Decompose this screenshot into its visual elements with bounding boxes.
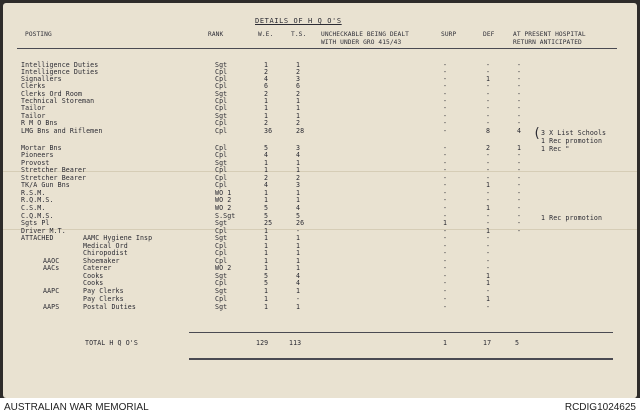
ts-cell: 3 bbox=[296, 181, 301, 189]
posting-label: Pay Clerks bbox=[83, 287, 124, 295]
paper-fold bbox=[3, 229, 637, 230]
dash-cell: 1 bbox=[486, 272, 491, 280]
dash-cell: - bbox=[486, 119, 491, 127]
posting-label: Signallers bbox=[21, 75, 62, 83]
we-cell: 1 bbox=[264, 61, 269, 69]
archive-name: AUSTRALIAN WAR MEMORIAL bbox=[4, 402, 149, 413]
ts-cell: - bbox=[296, 295, 301, 303]
dash-cell: - bbox=[443, 112, 448, 120]
posting-label: TK/A Gun Bns bbox=[21, 181, 70, 189]
dash-cell: - bbox=[517, 181, 522, 189]
rank-cell: Cpl bbox=[215, 144, 228, 152]
ts-cell: 1 bbox=[296, 287, 301, 295]
we-cell: 1 bbox=[264, 196, 269, 204]
rank-cell: Cpl bbox=[215, 174, 228, 182]
posting-label: Pioneers bbox=[21, 151, 54, 159]
total-hosp: 5 bbox=[515, 339, 520, 347]
we-cell: 5 bbox=[264, 144, 269, 152]
we-cell: 1 bbox=[264, 97, 269, 105]
archive-id: RCDIG1024625 bbox=[564, 402, 636, 413]
ts-cell: 2 bbox=[296, 90, 301, 98]
ts-cell: 1 bbox=[296, 112, 301, 120]
dash-cell: - bbox=[443, 249, 448, 257]
rank-cell: Sgt bbox=[215, 90, 228, 98]
ts-cell: 28 bbox=[296, 127, 305, 135]
posting-label: Medical Ord bbox=[83, 242, 128, 250]
ts-cell: 1 bbox=[296, 303, 301, 311]
rank-cell: Cpl bbox=[215, 119, 228, 127]
we-cell: 5 bbox=[264, 279, 269, 287]
ts-cell: 1 bbox=[296, 159, 301, 167]
note: 1 Rec " bbox=[541, 145, 570, 153]
dash-cell: - bbox=[443, 189, 448, 197]
ts-cell: 2 bbox=[296, 174, 301, 182]
dash-cell: - bbox=[517, 204, 522, 212]
we-cell: 4 bbox=[264, 75, 269, 83]
we-cell: 1 bbox=[264, 159, 269, 167]
ts-cell: 5 bbox=[296, 212, 301, 220]
dash-cell: - bbox=[443, 303, 448, 311]
dash-cell: - bbox=[486, 257, 491, 265]
dash-cell: - bbox=[443, 174, 448, 182]
corps-label: AAPC bbox=[43, 287, 60, 295]
we-cell: 2 bbox=[264, 174, 269, 182]
ts-cell: 26 bbox=[296, 219, 305, 227]
posting-label: Mortar Bns bbox=[21, 144, 62, 152]
ts-cell: 4 bbox=[296, 204, 301, 212]
rank-cell: Sgt bbox=[215, 159, 228, 167]
attached-label: ATTACHED bbox=[21, 234, 54, 242]
posting-label: Stretcher Bearer bbox=[21, 174, 87, 182]
dash-cell: - bbox=[443, 159, 448, 167]
total-ts: 113 bbox=[289, 339, 302, 347]
dash-cell: 1 bbox=[443, 219, 448, 227]
we-cell: 1 bbox=[264, 295, 269, 303]
dash-cell: - bbox=[443, 287, 448, 295]
posting-label: Tailor bbox=[21, 112, 46, 120]
rank-cell: Sgt bbox=[215, 234, 228, 242]
posting-label: Caterer bbox=[83, 264, 112, 272]
dash-cell: - bbox=[517, 212, 522, 220]
posting-label: R.S.M. bbox=[21, 189, 46, 197]
dash-cell: - bbox=[517, 166, 522, 174]
dash-cell: - bbox=[443, 234, 448, 242]
dash-cell: - bbox=[443, 82, 448, 90]
header-we: W.E. bbox=[258, 31, 274, 38]
dash-cell: - bbox=[517, 112, 522, 120]
dash-cell: - bbox=[486, 249, 491, 257]
header-surp: SURP bbox=[441, 31, 457, 38]
posting-label: C.S.M. bbox=[21, 204, 46, 212]
dash-cell: - bbox=[517, 97, 522, 105]
dash-cell: 1 bbox=[486, 279, 491, 287]
dash-cell: - bbox=[443, 181, 448, 189]
dash-cell: - bbox=[443, 127, 448, 135]
corps-label: AACs bbox=[43, 264, 60, 272]
we-cell: 2 bbox=[264, 90, 269, 98]
posting-label: Tailor bbox=[21, 104, 46, 112]
dash-cell: - bbox=[443, 295, 448, 303]
rank-cell: Cpl bbox=[215, 127, 228, 135]
document-sheet bbox=[3, 3, 637, 398]
ts-cell: 1 bbox=[296, 104, 301, 112]
dash-cell: - bbox=[443, 279, 448, 287]
ts-cell: - bbox=[296, 227, 301, 235]
posting-label: Driver M.T. bbox=[21, 227, 66, 235]
we-cell: 2 bbox=[264, 68, 269, 76]
dash-cell: - bbox=[517, 68, 522, 76]
dash-cell: - bbox=[443, 97, 448, 105]
dash-cell: - bbox=[486, 242, 491, 250]
dash-cell: - bbox=[443, 104, 448, 112]
rank-cell: WO 2 bbox=[215, 264, 232, 272]
rank-cell: Cpl bbox=[215, 249, 228, 257]
dash-cell: - bbox=[443, 264, 448, 272]
we-cell: 25 bbox=[264, 219, 273, 227]
dash-cell: - bbox=[443, 212, 448, 220]
posting-label: Postal Duties bbox=[83, 303, 136, 311]
dash-cell: - bbox=[443, 257, 448, 265]
we-cell: 5 bbox=[264, 204, 269, 212]
dash-cell: - bbox=[486, 166, 491, 174]
ts-cell: 1 bbox=[296, 166, 301, 174]
dash-cell: - bbox=[443, 75, 448, 83]
rank-cell: Cpl bbox=[215, 97, 228, 105]
ts-cell: 2 bbox=[296, 68, 301, 76]
rank-cell: S.Sgt bbox=[215, 212, 236, 220]
dash-cell: - bbox=[443, 90, 448, 98]
rank-cell: Sgt bbox=[215, 287, 228, 295]
dash-cell: - bbox=[486, 90, 491, 98]
ts-cell: 2 bbox=[296, 119, 301, 127]
posting-label: Shoemaker bbox=[83, 257, 120, 265]
posting-label: Provost bbox=[21, 159, 50, 167]
dash-cell: - bbox=[486, 104, 491, 112]
dash-cell: - bbox=[486, 234, 491, 242]
rank-cell: Sgt bbox=[215, 303, 228, 311]
dash-cell: - bbox=[517, 82, 522, 90]
dash-cell: - bbox=[486, 151, 491, 159]
we-cell: 5 bbox=[264, 212, 269, 220]
dash-cell: - bbox=[517, 219, 522, 227]
ts-cell: 6 bbox=[296, 82, 301, 90]
document-title: DETAILS OF H Q O'S bbox=[255, 17, 342, 25]
note: 1 Rec promotion bbox=[541, 137, 603, 145]
dash-cell: - bbox=[517, 90, 522, 98]
rank-cell: Cpl bbox=[215, 181, 228, 189]
header-uncheckable-2: WITH UNDER GRO 415/43 bbox=[321, 39, 402, 46]
header-uncheckable: UNCHECKABLE BEING DEALT bbox=[321, 31, 409, 38]
rank-cell: Cpl bbox=[215, 295, 228, 303]
dash-cell: - bbox=[486, 212, 491, 220]
rank-cell: WO 2 bbox=[215, 204, 232, 212]
dash-cell: - bbox=[486, 264, 491, 272]
posting-label: Sgts Pl bbox=[21, 219, 50, 227]
ts-cell: 1 bbox=[296, 249, 301, 257]
dash-cell: 1 bbox=[486, 75, 491, 83]
total-rule bbox=[189, 332, 613, 333]
rank-cell: Sgt bbox=[215, 272, 228, 280]
ts-cell: 1 bbox=[296, 264, 301, 272]
dash-cell: 2 bbox=[486, 144, 491, 152]
we-cell: 6 bbox=[264, 82, 269, 90]
dash-cell: - bbox=[486, 97, 491, 105]
dash-cell: - bbox=[486, 61, 491, 69]
header-ts: T.S. bbox=[291, 31, 307, 38]
we-cell: 1 bbox=[264, 264, 269, 272]
dash-cell: - bbox=[443, 151, 448, 159]
rank-cell: Sgt bbox=[215, 61, 228, 69]
header-rule bbox=[17, 48, 617, 49]
total-def: 17 bbox=[483, 339, 492, 347]
ts-cell: 4 bbox=[296, 272, 301, 280]
dash-cell: 1 bbox=[486, 227, 491, 235]
total-double-rule bbox=[189, 358, 613, 360]
posting-label: R.Q.M.S. bbox=[21, 196, 54, 204]
dash-cell: - bbox=[443, 144, 448, 152]
ts-cell: 1 bbox=[296, 189, 301, 197]
dash-cell: 1 bbox=[486, 204, 491, 212]
rank-cell: Cpl bbox=[215, 257, 228, 265]
dash-cell: - bbox=[443, 196, 448, 204]
ts-cell: 1 bbox=[296, 196, 301, 204]
we-cell: 4 bbox=[264, 151, 269, 159]
we-cell: 1 bbox=[264, 257, 269, 265]
dash-cell: 4 bbox=[517, 127, 522, 135]
rank-cell: Cpl bbox=[215, 151, 228, 159]
corps-label: AAOC bbox=[43, 257, 60, 265]
dash-cell: - bbox=[517, 227, 522, 235]
dash-cell: - bbox=[517, 75, 522, 83]
we-cell: 1 bbox=[264, 166, 269, 174]
we-cell: 1 bbox=[264, 227, 269, 235]
dash-cell: - bbox=[517, 196, 522, 204]
we-cell: 1 bbox=[264, 104, 269, 112]
we-cell: 5 bbox=[264, 272, 269, 280]
posting-label: Clerks Ord Room bbox=[21, 90, 83, 98]
we-cell: 4 bbox=[264, 181, 269, 189]
dash-cell: - bbox=[443, 242, 448, 250]
dash-cell: - bbox=[517, 151, 522, 159]
rank-cell: WO 1 bbox=[215, 189, 232, 197]
dash-cell: - bbox=[443, 68, 448, 76]
total-surp: 1 bbox=[443, 339, 448, 347]
posting-label: Pay Clerks bbox=[83, 295, 124, 303]
dash-cell: - bbox=[517, 119, 522, 127]
posting-label: Chiropodist bbox=[83, 249, 128, 257]
posting-label: Intelligence Duties bbox=[21, 68, 99, 76]
dash-cell: - bbox=[443, 272, 448, 280]
corps-label: AAPS bbox=[43, 303, 60, 311]
ts-cell: 4 bbox=[296, 151, 301, 159]
ts-cell: 3 bbox=[296, 144, 301, 152]
dash-cell: - bbox=[517, 61, 522, 69]
rank-cell: Cpl bbox=[215, 227, 228, 235]
dash-cell: - bbox=[486, 82, 491, 90]
dash-cell: 1 bbox=[486, 295, 491, 303]
archive-footer bbox=[0, 398, 640, 417]
dash-cell: - bbox=[517, 189, 522, 197]
total-label: TOTAL H Q O'S bbox=[85, 339, 138, 347]
header-hospital-2: RETURN ANTICIPATED bbox=[513, 39, 582, 46]
dash-cell: - bbox=[486, 159, 491, 167]
posting-label: Clerks bbox=[21, 82, 46, 90]
we-cell: 1 bbox=[264, 189, 269, 197]
dash-cell: - bbox=[486, 68, 491, 76]
ts-cell: 1 bbox=[296, 234, 301, 242]
dash-cell: - bbox=[486, 219, 491, 227]
dash-cell: - bbox=[443, 119, 448, 127]
dash-cell: - bbox=[486, 112, 491, 120]
header-posting: POSTING bbox=[25, 31, 52, 38]
we-cell: 2 bbox=[264, 119, 269, 127]
header-rank: RANK bbox=[208, 31, 224, 38]
dash-cell: - bbox=[486, 196, 491, 204]
rank-cell: Sgt bbox=[215, 112, 228, 120]
posting-label: AAMC Hygiene Insp bbox=[83, 234, 153, 242]
dash-cell: - bbox=[517, 104, 522, 112]
we-cell: 1 bbox=[264, 234, 269, 242]
we-cell: 1 bbox=[264, 249, 269, 257]
rank-cell: Cpl bbox=[215, 104, 228, 112]
we-cell: 1 bbox=[264, 303, 269, 311]
posting-label: Stretcher Bearer bbox=[21, 166, 87, 174]
we-cell: 36 bbox=[264, 127, 273, 135]
dash-cell: - bbox=[517, 174, 522, 182]
header-def: DEF bbox=[483, 31, 495, 38]
header-hospital: AT PRESENT HOSPITAL bbox=[513, 31, 586, 38]
rank-cell: WO 2 bbox=[215, 196, 232, 204]
ts-cell: 1 bbox=[296, 61, 301, 69]
rank-cell: Cpl bbox=[215, 68, 228, 76]
rank-cell: Sgt bbox=[215, 219, 228, 227]
posting-label: Cooks bbox=[83, 279, 104, 287]
ts-cell: 3 bbox=[296, 75, 301, 83]
dash-cell: 1 bbox=[486, 181, 491, 189]
dash-cell: - bbox=[486, 303, 491, 311]
posting-label: C.Q.M.S. bbox=[21, 212, 54, 220]
rank-cell: Cpl bbox=[215, 242, 228, 250]
ts-cell: 1 bbox=[296, 242, 301, 250]
dash-cell: 8 bbox=[486, 127, 491, 135]
ts-cell: 4 bbox=[296, 279, 301, 287]
posting-label: Intelligence Duties bbox=[21, 61, 99, 69]
note: 3 X List Schools bbox=[541, 129, 607, 137]
rank-cell: Cpl bbox=[215, 75, 228, 83]
dash-cell: - bbox=[486, 189, 491, 197]
note: 1 Rec promotion bbox=[541, 214, 603, 222]
we-cell: 1 bbox=[264, 287, 269, 295]
rank-cell: Cpl bbox=[215, 166, 228, 174]
dash-cell: - bbox=[443, 227, 448, 235]
we-cell: 1 bbox=[264, 112, 269, 120]
total-we: 129 bbox=[256, 339, 269, 347]
brace: ( bbox=[533, 126, 541, 141]
posting-label: Cooks bbox=[83, 272, 104, 280]
rank-cell: Cpl bbox=[215, 279, 228, 287]
dash-cell: - bbox=[486, 174, 491, 182]
dash-cell: - bbox=[443, 61, 448, 69]
dash-cell: - bbox=[486, 287, 491, 295]
ts-cell: 1 bbox=[296, 257, 301, 265]
posting-label: LMG Bns and Riflemen bbox=[21, 127, 103, 135]
we-cell: 1 bbox=[264, 242, 269, 250]
posting-label: R M O Bns bbox=[21, 119, 58, 127]
dash-cell: - bbox=[443, 166, 448, 174]
dash-cell: - bbox=[517, 159, 522, 167]
paper-fold bbox=[3, 171, 637, 172]
posting-label: Technical Storeman bbox=[21, 97, 95, 105]
rank-cell: Cpl bbox=[215, 82, 228, 90]
ts-cell: 1 bbox=[296, 97, 301, 105]
dash-cell: 1 bbox=[517, 144, 522, 152]
dash-cell: - bbox=[443, 204, 448, 212]
